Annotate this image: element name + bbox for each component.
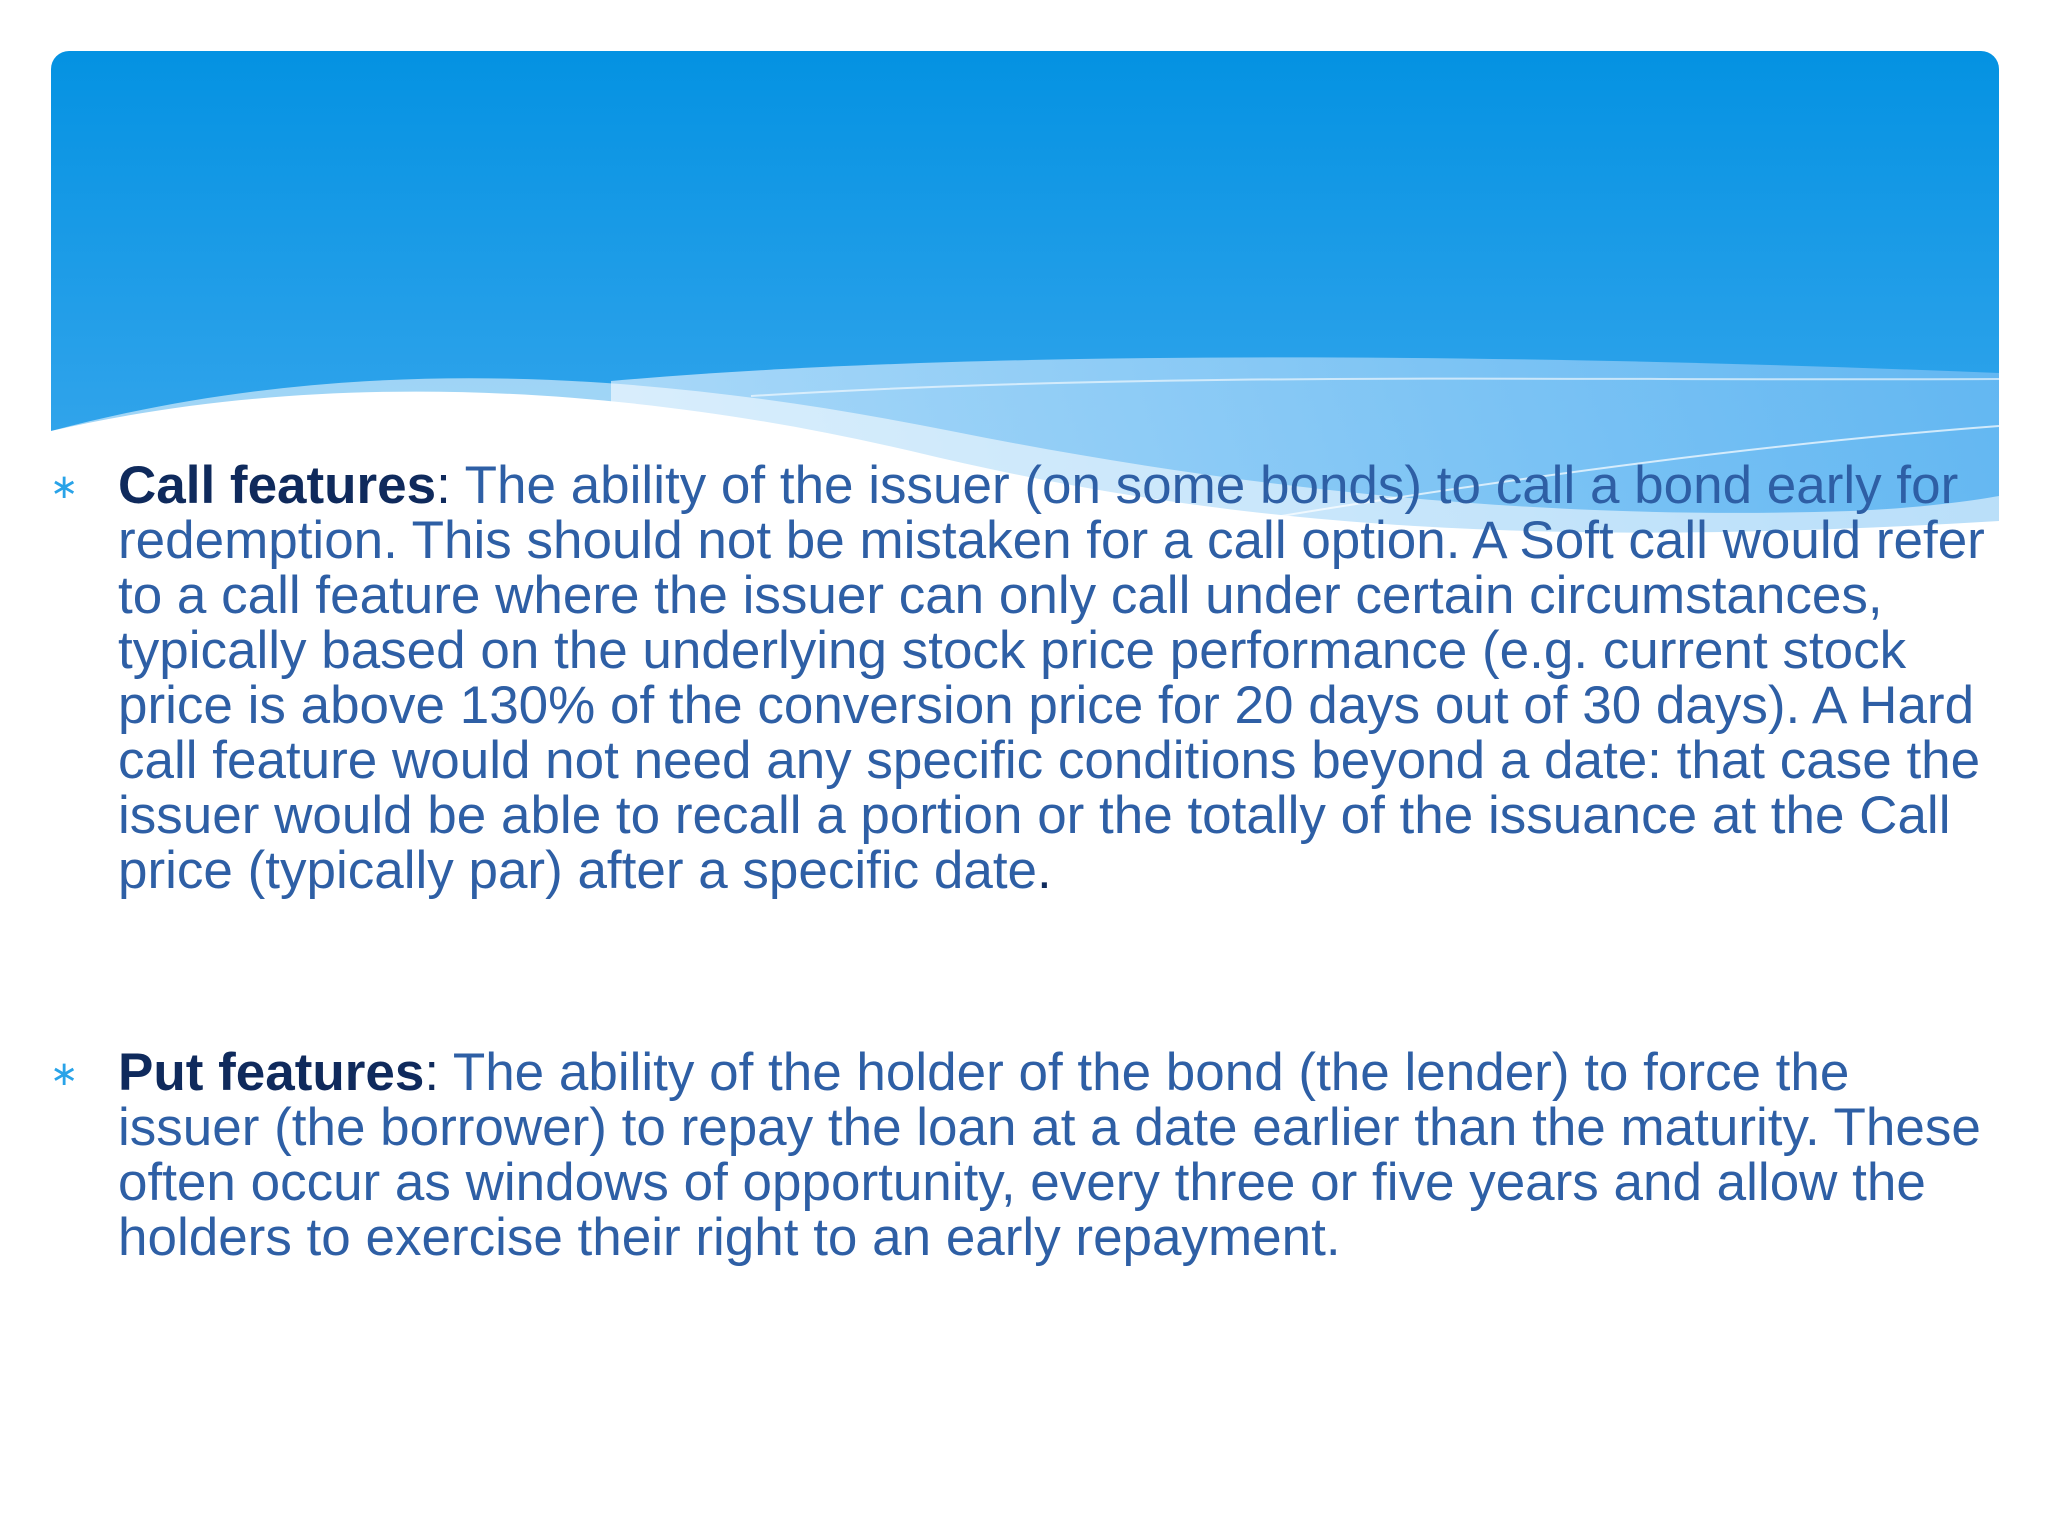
bullet-item-call-features (50, 458, 1990, 898)
asterisk-bullet-icon: ∗ (50, 467, 79, 507)
bullet-item-put-features (50, 1045, 1990, 1265)
call-features-description: The ability of the issuer (on some bonds) to call a bond early for redemption. This should not be mistaken for a call option. A Soft call would refer to a call feature where the issuer can only call under certain circumstances, typically based on the underlying stock price performance (e.g. current stock price is above 130% of the conversion price for 20 days out of 30 days). A Hard call feature would not need any specific conditions beyond a date: that case the issuer would be able to recall a portion or the totally of the issuance at the Call price (typically par) after a specific date (118, 456, 1985, 900)
term-call-features: Call features (118, 456, 437, 515)
put-features-description: The ability of the holder of the bond (the lender) to force the issuer (the borrower) to repay the loan at a date earlier than the maturity. These often occur as windows of opportunity, every three or five years and allow the holders to exercise their right to an early repayment. (118, 1043, 1981, 1267)
term-separator: : (424, 1043, 440, 1102)
asterisk-bullet-icon: ∗ (50, 1054, 79, 1094)
call-features-period: . (1037, 841, 1052, 900)
bullet-list (50, 458, 1990, 1265)
term-put-features: Put features (118, 1043, 425, 1102)
term-separator: : (436, 456, 451, 515)
